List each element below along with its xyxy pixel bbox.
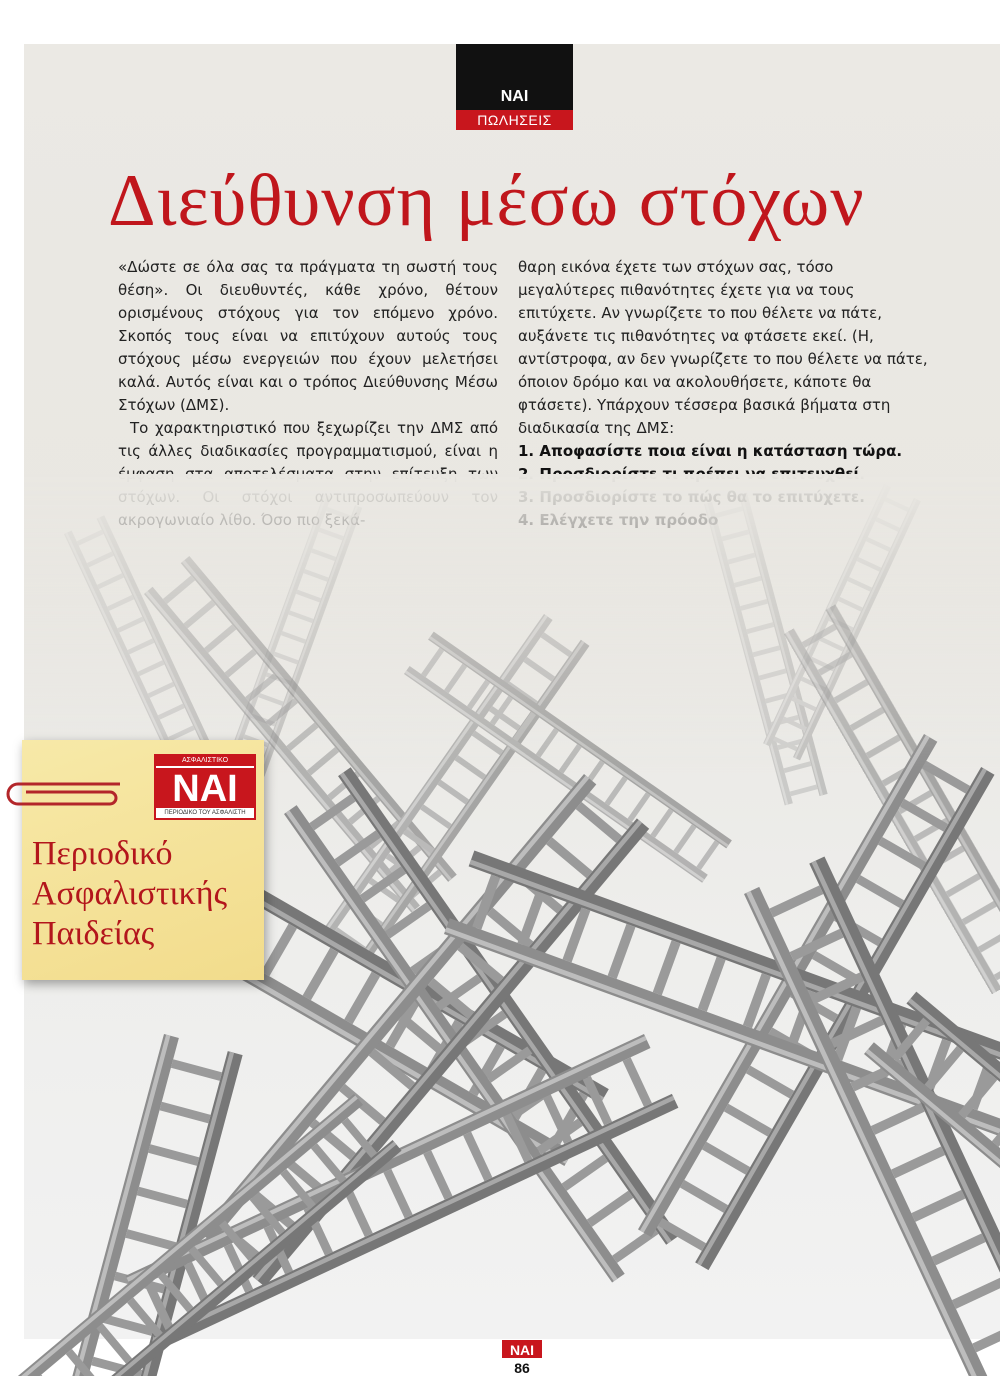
note-line-2: Ασφαλιστικής	[32, 875, 228, 912]
magazine-page	[24, 44, 1000, 1376]
paragraph-2: Το χαρακτηριστικό που ξεχωρίζει την ΔΜΣ από τις άλλες διαδικασίες προγραμματισμού, είναι η	[118, 419, 498, 460]
step-1: 1. Αποφασίστε ποια είναι η κατάσταση τώρα.	[518, 442, 903, 460]
section-brand: NAI	[500, 88, 529, 105]
section-label: ΠΩΛΗΣΕΙΣ	[456, 110, 573, 130]
nai-logo	[154, 754, 256, 820]
logo-top-text: ΑΣΦΑΛΙΣΤΙΚΟ	[156, 756, 254, 766]
note-line-3: Παιδείας	[32, 915, 155, 952]
logo-main-text: NAI	[156, 766, 254, 808]
logo-bottom-text: ΠΕΡΙΟΔΙΚΟ ΤΟΥ ΑΣΦΑΛΙΣΤΗ	[164, 810, 246, 816]
article-title: Διεύθυνση μέσω στόχων	[108, 160, 865, 242]
note-line-1: Περιοδικό	[32, 835, 173, 872]
footer-logo: NAI	[502, 1340, 542, 1358]
paragraph-3: θαρη εικόνα έχετε των στόχων σας, τόσο μεγαλύτερες πιθανότητες έχετε για να τους επιτύχετε. Αν γνωρίζετε το που θέλετε να πάτε, αυξάνετε τις πιθανότητες να φτάσετε εκεί. (Η, αντίστροφα, αν δεν γνωρίζετε το που θέλετε να πάτε, όποιον δρόμο και να ακολουθήσετε, κάποτε θα φτάσετε). Υπάρχουν τέσσερα βασικά βήματα στη διαδικασία της ΔΜΣ:	[518, 258, 928, 437]
page-number: 86	[514, 1360, 530, 1376]
paperclip-icon	[0, 776, 130, 816]
paragraph-1: «Δώστε σε όλα σας τα πράγματα τη σωστή τους θέση». Οι διευθυντές, κάθε χρόνο, θέτουν ορισμένους στόχους για τον επόμενο χρόνο. Σκοπός τους είναι να επιτύχουν αυτούς τους στόχους μέσω ενεργειών που έχουν μελετήσει καλά. Αυτός είναι και ο τρόπος Διεύθυνσης Μέσω Στόχων (ΔΜΣ).	[118, 258, 498, 414]
section-tab	[456, 44, 573, 130]
